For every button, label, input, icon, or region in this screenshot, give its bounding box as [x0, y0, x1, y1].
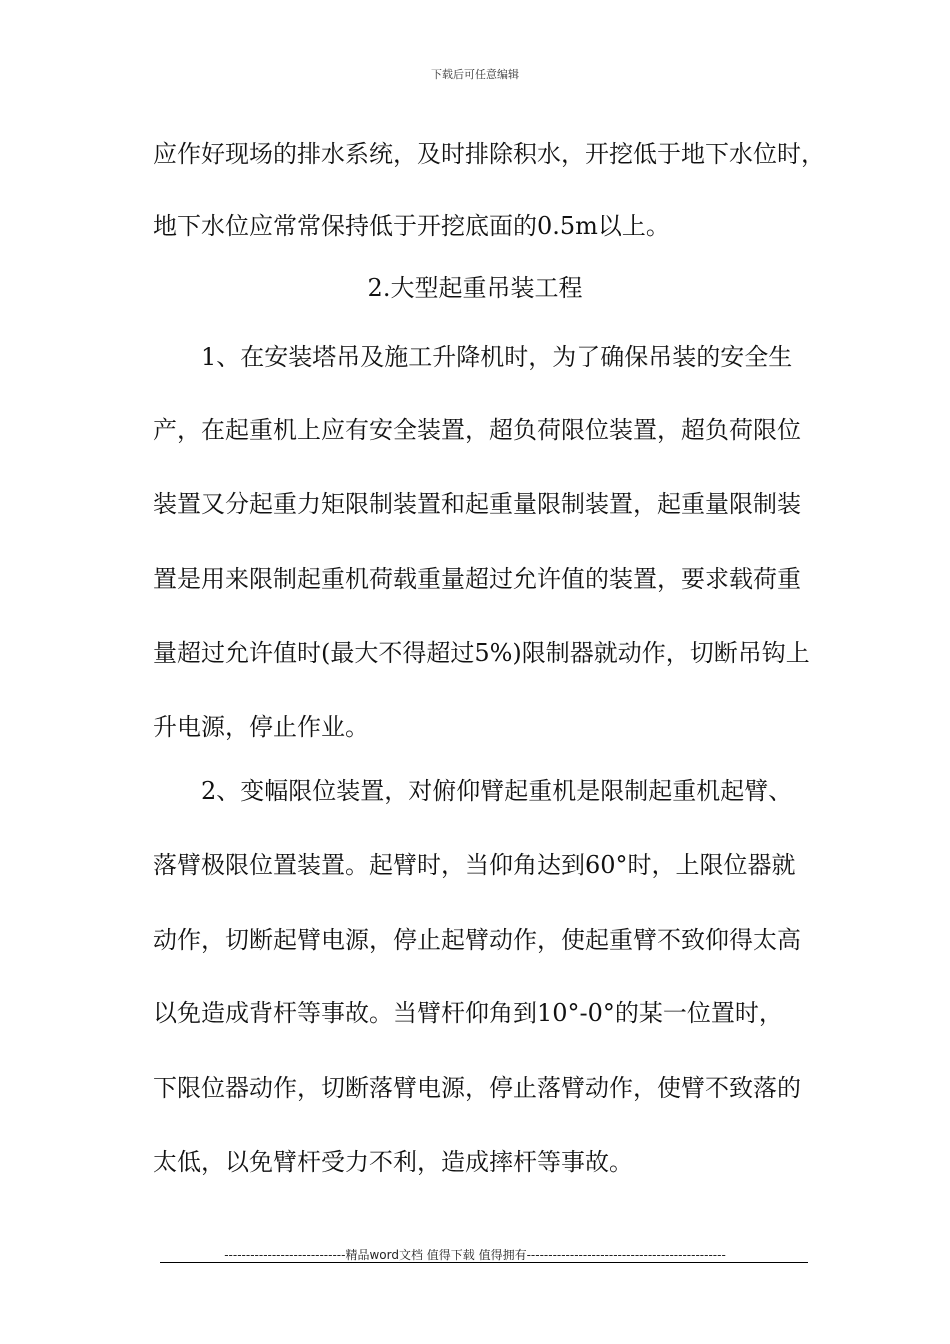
footer-rule [160, 1262, 808, 1263]
body-line-8: 升电源，停止作业。 [153, 713, 369, 741]
body-line-3: 1、在安装塔吊及施工升降机时，为了确保吊装的安全生 [201, 343, 793, 371]
body-line-13: 下限位器动作，切断落臂电源，停止落臂动作，使臂不致落的 [153, 1074, 801, 1102]
body-line-5: 装置又分起重力矩限制装置和起重量限制装置，起重量限制装 [153, 490, 801, 518]
body-line-9: 2、变幅限位装置，对俯仰臂起重机是限制起重机起臂、 [201, 777, 793, 805]
body-line-10: 落臂极限位置装置。起臂时，当仰角达到60°时，上限位器就 [153, 851, 796, 879]
section-heading: 2.大型起重吊装工程 [367, 274, 583, 302]
body-line-1: 应作好现场的排水系统，及时排除积水，开挖低于地下水位时， [153, 140, 825, 168]
body-line-6: 置是用来限制起重机荷载重量超过允许值的装置，要求载荷重 [153, 565, 801, 593]
body-line-7: 量超过允许值时(最大不得超过5%)限制器就动作，切断吊钩上 [153, 639, 810, 667]
body-line-11: 动作，切断起臂电源，停止起臂动作，使起重臂不致仰得太高 [153, 926, 801, 954]
page-header-note: 下载后可任意编辑 [431, 68, 519, 81]
footer-text: ----------------------------精品word文档 值得下载 值得拥有---------------------------------------------- [224, 1248, 726, 1262]
body-line-2: 地下水位应常常保持低于开挖底面的0.5m以上。 [153, 212, 670, 240]
body-line-14: 太低，以免臂杆受力不利，造成摔杆等事故。 [153, 1148, 633, 1176]
body-line-4: 产，在起重机上应有安全装置，超负荷限位装置，超负荷限位 [153, 416, 801, 444]
body-line-12: 以免造成背杆等事故。当臂杆仰角到10°-0°的某一位置时， [153, 999, 783, 1027]
